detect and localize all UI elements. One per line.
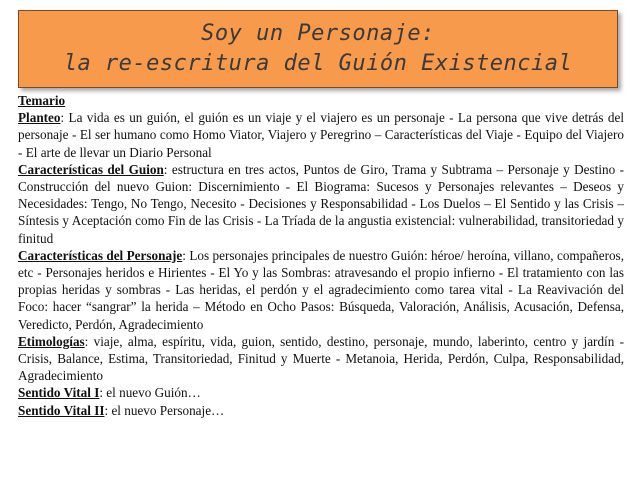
section-text-etimologias: : viaje, alma, espíritu, vida, guion, sentido, destino, personaje, mundo, laberinto, centro y jardín - Crisis, Balance, Estima, Transitoriedad, Finitud y Muerte - Metanoia, Herida, Perdón, Culpa, Responsabilidad, Agradecimiento [18, 333, 624, 384]
section-heading-guion: Características del Guion [18, 161, 164, 177]
section-text-personaje: : Los personajes principales de nuestro Guión: héroe/ heroína, villano, compañeros, etc - Personajes heridos e Hirientes - El Yo y las Sombras: atravesando el propio infierno - El tratamiento con las propias heridas y sombras - Las heridas, el perdón y el agradecimiento como tarea vital - La Reavivación del Foco: hacer “sangrar” la herida – Método en Ocho Pasos: Búsqueda, Valoración, Análisis, Acusación, Defensa, Veredicto, Perdón, Agradecimiento [18, 247, 624, 332]
section-text-sentido-vital-1: : el nuevo Guión… [99, 385, 201, 401]
section-planteo [18, 109, 624, 161]
section-sentido-vital-1 [18, 384, 624, 401]
title-line-2: la re-escritura del Guión Existencial [63, 51, 573, 76]
section-guion [18, 161, 624, 247]
syllabus-body [18, 92, 624, 419]
section-heading-sentido-vital-2: Sentido Vital II [18, 402, 105, 418]
section-sentido-vital-2 [18, 402, 624, 419]
section-heading-etimologias: Etimologías [18, 333, 85, 349]
section-heading-sentido-vital-1: Sentido Vital I [18, 385, 100, 401]
title-banner [18, 10, 618, 88]
section-heading-temario: Temario [18, 93, 66, 108]
section-text-sentido-vital-2: : el nuevo Personaje… [104, 402, 225, 418]
section-text-planteo: : La vida es un guión, el guión es un viaje y el viajero es un personaje - La persona que vive detrás del personaje - El ser humano como Homo Viator, Viajero y Peregrino – Características del Viaje - Equipo del Viajero - El arte de llevar un Diario Personal [18, 110, 624, 160]
section-heading-personaje: Características del Personaje [18, 247, 183, 263]
section-heading-planteo: Planteo [18, 110, 61, 126]
section-temario [18, 92, 624, 109]
section-personaje [18, 247, 624, 333]
section-text-guion: : estructura en tres actos, Puntos de Giro, Trama y Subtrama – Personaje y Destino - Construcción del nuevo Guion: Discernimiento - El Biograma: Sucesos y Personajes relevantes – Deseos y Necesidades: Tengo, No Tengo, Necesito - Decisiones y Responsabilidad - Los Duelos – El Sentido y las Crisis – Síntesis y Aceptación como Fin de las Crisis - La Tríada de la angustia existencial: vulnerabilidad, transitoriedad y finitud [18, 161, 624, 246]
title-line-1: Soy un Personaje: [201, 21, 435, 46]
section-etimologias [18, 333, 624, 385]
